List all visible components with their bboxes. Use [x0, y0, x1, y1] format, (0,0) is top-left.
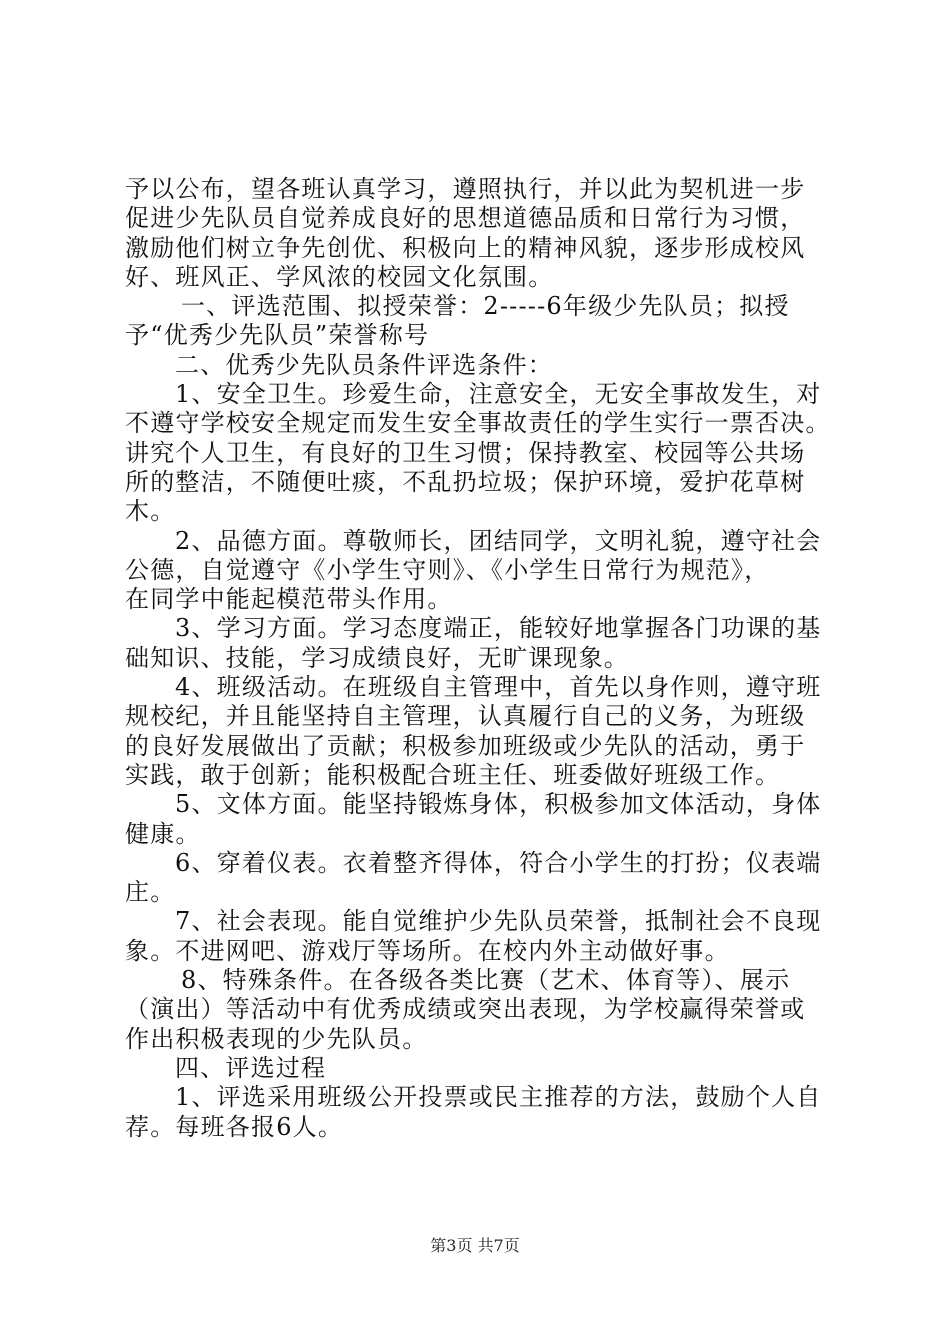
text-line: 予“优秀少先队员”荣誉称号	[125, 321, 430, 350]
text-line: 激励他们树立争先创优、积极向上的精神风貌，逐步形成校风	[125, 233, 806, 262]
text-line: 健康。	[125, 819, 201, 848]
text-line: 3、学习方面。学习态度端正，能较好地掌握各门功课的基	[175, 614, 822, 643]
text-line: （演出）等活动中有优秀成绩或突出表现，为学校赢得荣誉或	[125, 995, 806, 1024]
text-line: 所的整洁，不随便吐痰，不乱扔垃圾；保护环境，爱护花草树	[125, 467, 806, 496]
text-line: 8、特殊条件。在各级各类比赛（艺术、体育等）、展示	[181, 966, 791, 995]
section-heading-scope: 一、评选范围、拟授荣誉：2-----6年级少先队员；拟授	[181, 292, 790, 321]
text-line: 在同学中能起模范带头作用。	[125, 585, 453, 614]
document-body	[125, 175, 837, 1142]
text-line: 促进少先队员自觉养成良好的思想道德品质和日常行为习惯，	[125, 204, 806, 233]
text-line: 1、安全卫生。珍爱生命，注意安全，无安全事故发生，对	[175, 380, 822, 409]
page-number-footer: 第3页 共7页	[430, 1236, 520, 1255]
text-line: 庄。	[125, 878, 176, 907]
text-line: 木。	[125, 497, 176, 526]
text-line: 4、班级活动。在班级自主管理中，首先以身作则，遵守班	[175, 673, 822, 702]
text-line: 不遵守学校安全规定而发生安全事故责任的学生实行一票否决。	[125, 409, 831, 438]
text-line: 2、品德方面。尊敬师长，团结同学，文明礼貌，遵守社会	[175, 526, 822, 555]
section-heading-conditions: 二、优秀少先队员条件评选条件：	[175, 350, 553, 379]
text-line: 实践，敢于创新；能积极配合班主任、班委做好班级工作。	[125, 760, 781, 789]
section-heading-process: 四、评选过程	[175, 1053, 327, 1082]
text-line: 的良好发展做出了贡献；积极参加班级或少先队的活动，勇于	[125, 731, 806, 760]
text-line: 好、班风正、学风浓的校园文化氛围。	[125, 262, 554, 291]
text-line: 础知识、技能，学习成绩良好，无旷课现象。	[125, 643, 629, 672]
text-line: 7、社会表现。能自觉维护少先队员荣誉，抵制社会不良现	[175, 907, 822, 936]
text-line: 公德，自觉遵守《小学生守则》、《小学生日常行为规范》，	[125, 555, 770, 584]
text-line: 5、文体方面。能坚持锻炼身体，积极参加文体活动，身体	[175, 790, 822, 819]
text-line: 荐。每班各报6人。	[125, 1112, 344, 1141]
text-line: 作出积极表现的少先队员。	[125, 1024, 428, 1053]
text-line: 1、评选采用班级公开投票或民主推荐的方法，鼓励个人自	[175, 1083, 822, 1112]
text-line: 规校纪，并且能坚持自主管理，认真履行自己的义务，为班级	[125, 702, 806, 731]
text-line: 讲究个人卫生，有良好的卫生习惯；保持教室、校园等公共场	[125, 438, 806, 467]
text-line: 予以公布，望各班认真学习，遵照执行，并以此为契机进一步	[125, 175, 806, 203]
text-line: 象。不进网吧、游戏厅等场所。在校内外主动做好事。	[125, 936, 730, 965]
text-line: 6、穿着仪表。衣着整齐得体，符合小学生的打扮；仪表端	[175, 848, 822, 877]
